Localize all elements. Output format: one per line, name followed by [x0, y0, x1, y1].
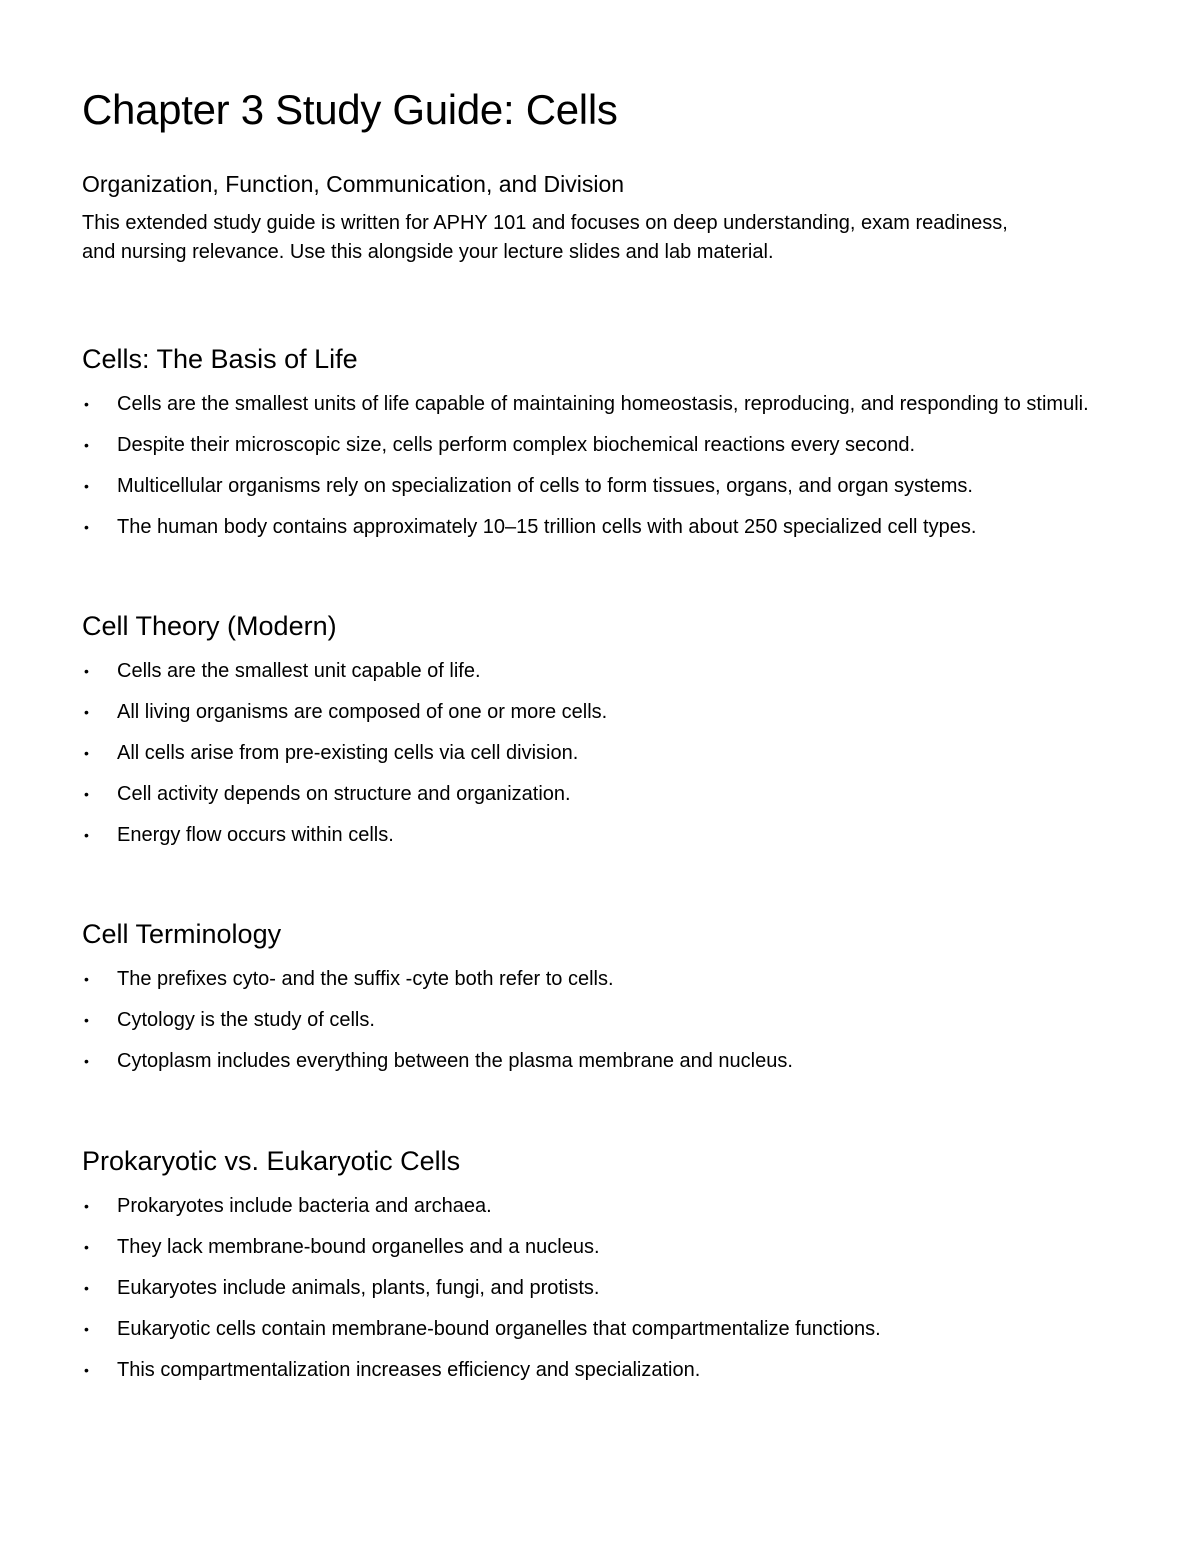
- bullet-icon: •: [84, 786, 89, 802]
- list-item: [82, 657, 1118, 686]
- list-item-text: They lack membrane-bound organelles and a nucleus.: [117, 1236, 600, 1258]
- section-heading: Cell Terminology: [82, 919, 282, 949]
- section-heading: Prokaryotic vs. Eukaryotic Cells: [82, 1146, 461, 1176]
- bullet-list: [82, 965, 1118, 1076]
- list-item-text: Eukaryotic cells contain membrane-bound organelles that compartmentalize functions.: [117, 1318, 881, 1340]
- bullet-icon: •: [84, 704, 89, 720]
- bullet-icon: •: [84, 519, 89, 535]
- list-item-text: Despite their microscopic size, cells perform complex biochemical reactions every second.: [117, 434, 916, 456]
- list-item: [82, 431, 1118, 460]
- bullet-icon: •: [84, 478, 89, 494]
- page-title: Chapter 3 Study Guide: Cells: [82, 86, 618, 133]
- bullet-icon: •: [84, 1053, 89, 1069]
- list-item-text: Cells are the smallest units of life capable of maintaining homeostasis, reproducing, and responding to stimuli.: [117, 393, 1089, 415]
- list-item: [82, 1006, 1118, 1035]
- list-item-text: All living organisms are composed of one or more cells.: [117, 701, 608, 723]
- bullet-icon: •: [84, 1239, 89, 1255]
- section-cells-basis-of-life: [82, 342, 1118, 542]
- list-item-text: This compartmentalization increases efficiency and specialization.: [117, 1359, 701, 1381]
- list-item: [82, 1192, 1118, 1221]
- bullet-icon: •: [84, 1012, 89, 1028]
- list-item: [82, 780, 1118, 809]
- list-item: [82, 1356, 1118, 1385]
- intro-paragraph: This extended study guide is written for APHY 101 and focuses on deep understanding, exam readiness, and nursing relevance. Use this alongside your lecture slides and lab material.: [82, 212, 1008, 263]
- bullet-list: [82, 1192, 1118, 1385]
- bullet-icon: •: [84, 1321, 89, 1337]
- list-item: [82, 821, 1118, 850]
- list-item: [82, 1274, 1118, 1303]
- bullet-icon: •: [84, 827, 89, 843]
- list-item: [82, 1047, 1118, 1076]
- list-item-text: Prokaryotes include bacteria and archaea.: [117, 1195, 492, 1217]
- page-subtitle: Organization, Function, Communication, and Division: [82, 171, 625, 197]
- section-cell-theory: [82, 609, 1118, 850]
- section-heading: Cells: The Basis of Life: [82, 344, 358, 374]
- bullet-icon: •: [84, 1362, 89, 1378]
- list-item: [82, 390, 1118, 419]
- list-item-text: Cytology is the study of cells.: [117, 1009, 375, 1031]
- list-item-text: Eukaryotes include animals, plants, fungi, and protists.: [117, 1277, 600, 1299]
- bullet-icon: •: [84, 663, 89, 679]
- section-cell-terminology: [82, 917, 1118, 1076]
- list-item-text: Cell activity depends on structure and organization.: [117, 783, 571, 805]
- list-item: [82, 698, 1118, 727]
- list-item: [82, 1233, 1118, 1262]
- list-item-text: Energy flow occurs within cells.: [117, 824, 394, 846]
- list-item-text: The human body contains approximately 10–15 trillion cells with about 250 specialized cell types.: [117, 516, 977, 538]
- list-item: [82, 472, 1118, 501]
- bullet-icon: •: [84, 396, 89, 412]
- list-item-text: Cytoplasm includes everything between the plasma membrane and nucleus.: [117, 1050, 793, 1072]
- bullet-icon: •: [84, 437, 89, 453]
- list-item: [82, 1315, 1118, 1344]
- bullet-icon: •: [84, 1280, 89, 1296]
- bullet-icon: •: [84, 745, 89, 761]
- bullet-icon: •: [84, 971, 89, 987]
- list-item-text: All cells arise from pre-existing cells via cell division.: [117, 742, 579, 764]
- list-item-text: The prefixes cyto- and the suffix -cyte both refer to cells.: [117, 968, 614, 990]
- list-item: [82, 739, 1118, 768]
- section-prokaryotic-vs-eukaryotic: [82, 1144, 1118, 1385]
- bullet-icon: •: [84, 1198, 89, 1214]
- list-item: [82, 513, 1118, 542]
- bullet-list: [82, 657, 1118, 850]
- list-item: [82, 965, 1118, 994]
- list-item-text: Cells are the smallest unit capable of life.: [117, 660, 481, 682]
- section-heading: Cell Theory (Modern): [82, 611, 337, 641]
- list-item-text: Multicellular organisms rely on specialization of cells to form tissues, organs, and organ systems.: [117, 475, 973, 497]
- bullet-list: [82, 390, 1118, 542]
